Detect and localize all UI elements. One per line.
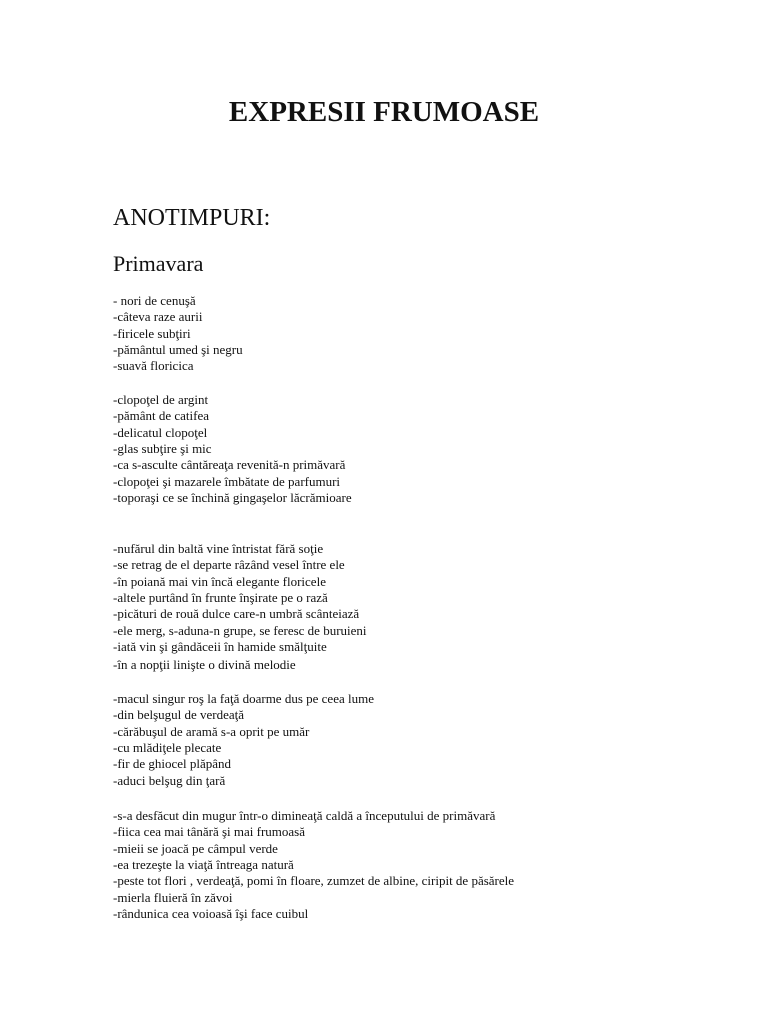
subsection-heading: Primavara — [113, 251, 204, 276]
text-line: -nufărul din baltă vine întristat fără soţie — [113, 541, 324, 556]
text-line: -din belşugul de verdeaţă — [113, 707, 245, 723]
text-line: -fir de ghiocel plăpând — [113, 756, 232, 772]
text-line: -se retrag de el departe râzând vesel între ele — [113, 557, 345, 573]
text-line: -în a nopţii linişte o divină melodie — [113, 657, 296, 672]
text-line: -pământul umed şi negru — [113, 341, 243, 357]
text-line: -în poiană mai vin încă elegante floricele — [113, 573, 326, 589]
text-line: -toporaşi ce se închină gingaşelor lăcrămioare — [113, 489, 352, 505]
text-line: -ele merg, s-aduna-n grupe, se feresc de buruieni — [113, 622, 367, 638]
text-line: -fiica cea mai tânără şi mai frumoasă — [113, 824, 306, 840]
text-line: -cărăbuşul de aramă s-a oprit pe umăr — [113, 723, 310, 739]
text-line: -picături de rouă dulce care-n umbră scânteiază — [113, 606, 360, 622]
text-line: -iată vin şi gândăceii în hamide smălţuite — [113, 638, 327, 654]
text-line: -clopoţel de argint — [113, 392, 209, 407]
text-line: -pământ de catifea — [113, 408, 209, 424]
text-line: -altele purtând în frunte înşirate pe o rază — [113, 589, 328, 605]
text-line: -ca s-asculte cântăreaţa revenită-n primăvară — [113, 457, 346, 473]
text-line: -cu mlădiţele plecate — [113, 739, 222, 755]
text-line: -mierla fluieră în zăvoi — [113, 889, 233, 905]
document-title: EXPRESII FRUMOASE — [228, 96, 540, 128]
section-heading: ANOTIMPURI: — [113, 205, 271, 231]
text-line: -suavă floricica — [113, 358, 194, 374]
text-line: -ea trezeşte la viaţă întreaga natură — [113, 856, 294, 872]
text-line: -firicele subţiri — [113, 325, 191, 341]
text-line: -peste tot flori , verdeaţă, pomi în floare, zumzet de albine, ciripit de păsărele — [113, 873, 515, 889]
text-line: -aduci belşug din ţară — [113, 772, 226, 788]
text-line: - nori de cenuşă — [113, 293, 196, 308]
text-line: -s-a desfăcut din mugur într-o dimineaţă caldă a începutului de primăvară — [113, 808, 496, 823]
text-line: -glas subţire şi mic — [113, 440, 212, 456]
text-line: -macul singur roş la faţă doarme dus pe ceea lume — [113, 691, 374, 706]
text-line: -delicatul clopoţel — [113, 424, 208, 440]
text-line: -câteva raze aurii — [113, 309, 203, 325]
text-line: -clopoţei şi mazarele îmbătate de parfumuri — [113, 473, 341, 489]
text-line: -mieii se joacă pe câmpul verde — [113, 840, 278, 856]
text-line: -rândunica cea voioasă îşi face cuibul — [113, 905, 309, 921]
